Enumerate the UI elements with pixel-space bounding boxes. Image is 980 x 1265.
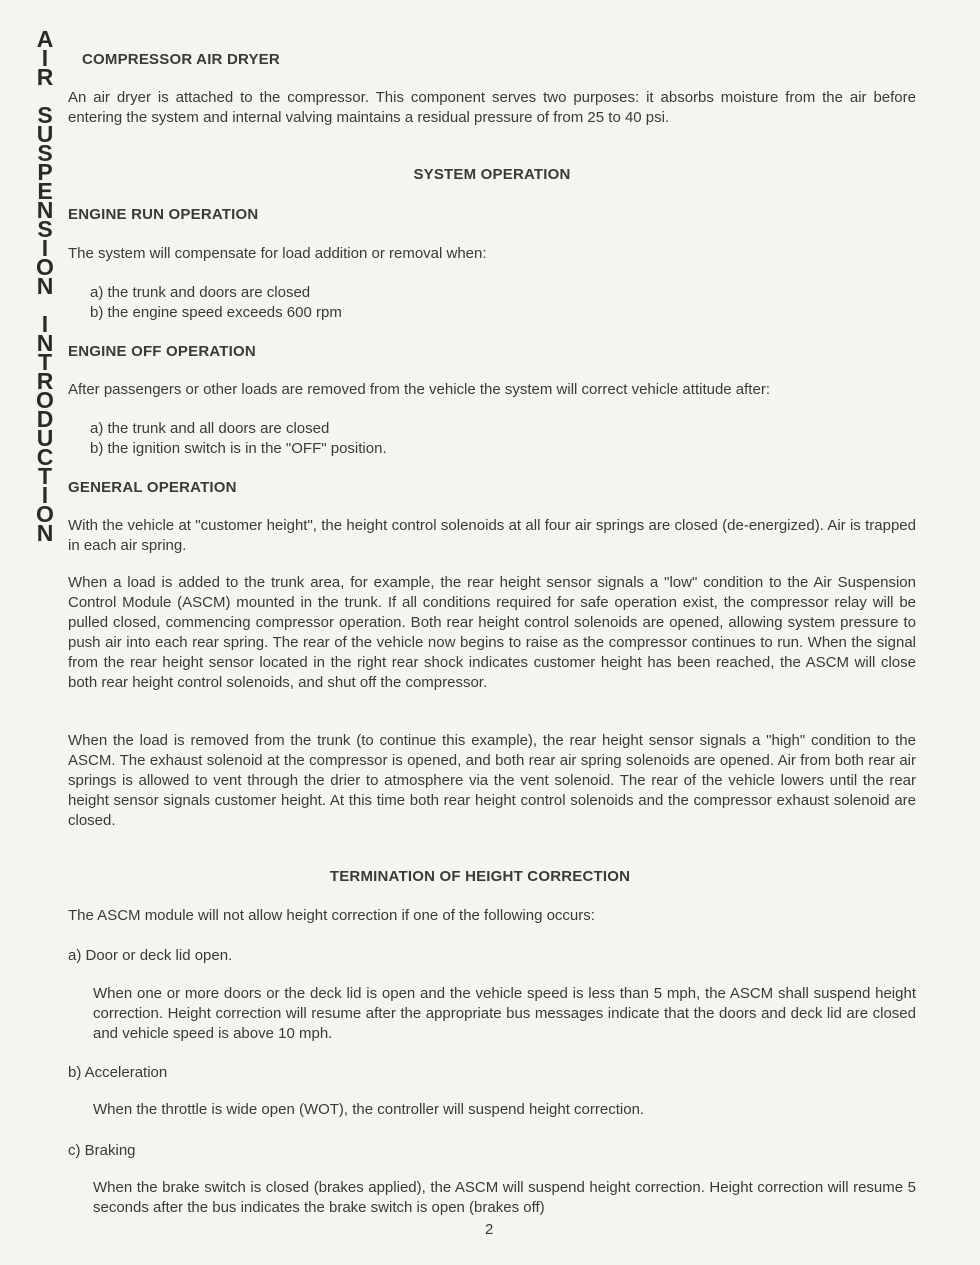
general-paragraph-2: When a load is added to the trunk area, for example, the rear height sensor signals a "low" condition to the Air Suspension Control Module (ASCM) mounted in the trunk. If all conditions required for safe operation exist, the compressor relay will be pulled closed, commencing compressor operation. Both rear height control solenoids are opened, allowing system pressure to push air into each rear spring. The rear of the vehicle now begins to raise as the compressor continues to run. When the signal from the rear height sensor located in the right rear shock indicates customer height has been reached, the ASCM will close both rear height control solenoids, and shut off the compressor. — [68, 574, 916, 691]
engine-off-intro: After passengers or other loads are removed from the vehicle the system will correct vehicle attitude after: — [68, 381, 770, 398]
termination-heading: TERMINATION OF HEIGHT CORRECTION — [329, 868, 631, 885]
side-title-letter: T — [37, 349, 53, 375]
item-a-label: a) Door or deck lid open. — [68, 947, 233, 964]
side-title-letter: P — [37, 159, 53, 185]
side-title-letter: S — [37, 216, 53, 242]
engine-run-intro: The system will compensate for load addition or removal when: — [68, 245, 487, 262]
engine-run-item-b: b) the engine speed exceeds 600 rpm — [90, 304, 342, 321]
item-c-label: c) Braking — [68, 1142, 136, 1159]
side-title-letter: S — [37, 140, 53, 166]
side-title-letter: N — [36, 330, 54, 356]
side-title-letter: N — [36, 273, 54, 299]
side-title-letter: I — [41, 45, 49, 71]
engine-off-heading: ENGINE OFF OPERATION — [68, 343, 256, 360]
general-paragraph-1: With the vehicle at "customer height", the height control solenoids at all four air springs are closed (de-energized). Air is trapped in each air spring. — [68, 517, 916, 554]
engine-off-item-b: b) the ignition switch is in the "OFF" position. — [90, 440, 387, 457]
side-title-letter: U — [36, 121, 54, 147]
side-title-letter: N — [36, 520, 54, 546]
engine-off-item-a: a) the trunk and all doors are closed — [90, 420, 330, 437]
termination-intro: The ASCM module will not allow height correction if one of the following occurs: — [68, 907, 595, 924]
page-number: 2 — [485, 1221, 494, 1238]
side-title-letter: I — [41, 311, 49, 337]
side-title-letter: O — [36, 254, 54, 280]
side-title — [30, 26, 60, 546]
side-title-letter: C — [36, 444, 54, 470]
compressor-text: An air dryer is attached to the compressor. This component serves two purposes: it absorbs moisture from the air before entering the system and internal valving maintains a residual pressure of from 25 to 40 psi. — [68, 89, 916, 126]
side-title-letter: I — [41, 482, 49, 508]
side-title-letter: S — [37, 102, 53, 128]
side-title-letter: D — [36, 406, 54, 432]
general-heading: GENERAL OPERATION — [68, 479, 237, 496]
side-title-letter: U — [36, 425, 54, 451]
side-title-letter: A — [36, 26, 54, 52]
side-title-letter: O — [36, 501, 54, 527]
item-b-label: b) Acceleration — [68, 1064, 168, 1081]
side-title-letter: R — [36, 64, 54, 90]
item-c-text: When the brake switch is closed (brakes applied), the ASCM will suspend height correction. Height correction will resume 5 seconds after the bus indicates the brake switch is open (brakes off) — [93, 1179, 916, 1216]
side-title-letter: R — [36, 368, 54, 394]
side-title-letter: O — [36, 387, 54, 413]
item-b-text: When the throttle is wide open (WOT), the controller will suspend height correction. — [93, 1101, 645, 1118]
side-title-letter: E — [37, 178, 53, 204]
side-title-letter: T — [37, 463, 53, 489]
general-paragraph-3: When the load is removed from the trunk (to continue this example), the rear height sensor signals a "high" condition to the ASCM. The exhaust solenoid at the compressor is opened, and both rear air spring solenoids are opened. Air from both rear air springs is allowed to vent through the drier to atmosphere via the vent solenoid. The rear of the vehicle lowers until the rear height sensor signals customer height. At this time both rear height control solenoids and the compressor exhaust solenoid are closed. — [68, 732, 916, 829]
engine-run-item-a: a) the trunk and doors are closed — [90, 284, 311, 301]
side-title-letter: N — [36, 197, 54, 223]
item-a-text: When one or more doors or the deck lid is open and the vehicle speed is less than 5 mph, the ASCM shall suspend height correction. Height correction will resume after the appropriate bus messages indicate that the doors and deck lid are closed and vehicle speed is above 10 mph. — [93, 985, 916, 1042]
compressor-heading: COMPRESSOR AIR DRYER — [82, 51, 280, 68]
engine-run-heading: ENGINE RUN OPERATION — [68, 206, 259, 223]
system-operation-heading: SYSTEM OPERATION — [413, 166, 571, 183]
side-title-letter: I — [41, 235, 49, 261]
